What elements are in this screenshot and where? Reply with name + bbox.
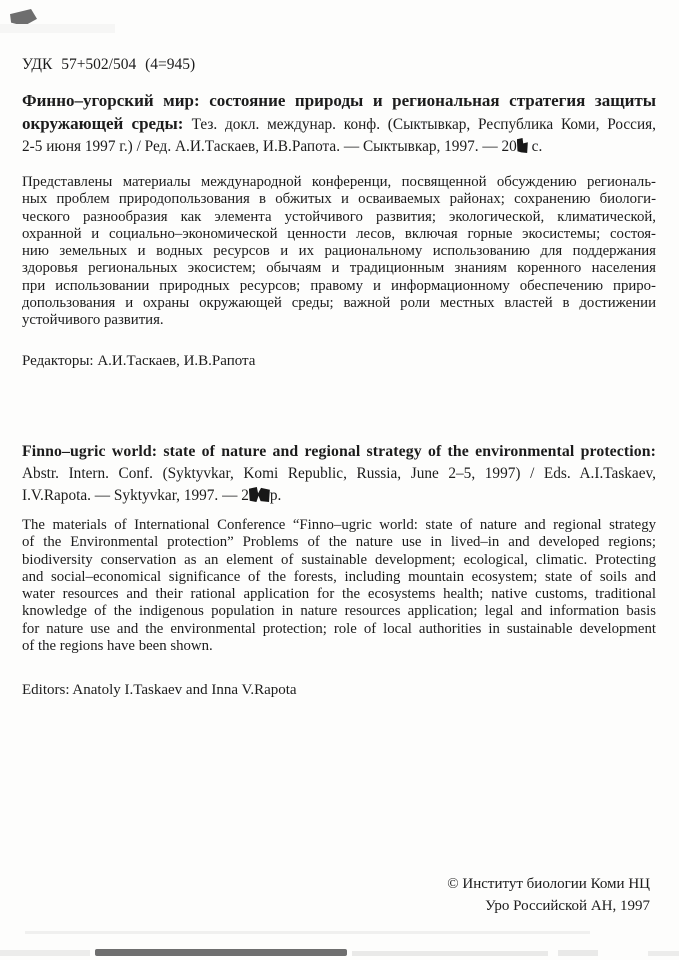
text-line: of the Environmental protection” Problems of the nature use in lived–in and developed regions; [22, 534, 656, 551]
text-line: knowledge of the indigenous population in nature resources application; legal and information basis [22, 603, 656, 620]
scan-streak [648, 951, 679, 956]
title-bold-text: окружающей среды: [22, 114, 192, 133]
udc-classification: УДК 57+502/504 (4=945) [22, 56, 196, 73]
text-line: нию земельных и водных ресурсов и их рациональному использованию для поддержания [22, 243, 656, 260]
scan-streak [352, 951, 548, 956]
title-line [22, 485, 656, 507]
russian-editors: Редакторы: А.И.Таскаев, И.В.Рапота [22, 353, 256, 369]
scan-streak [0, 24, 115, 33]
english-title [22, 441, 656, 507]
text-line: охранной и социально–экономической ценности лесов, включая горные экосистемы; состоя- [22, 225, 656, 242]
title-regular-text: I.V.Rapota. — Syktyvkar, 1997. — 2 [22, 487, 249, 504]
title-regular-text: 2-5 июня 1997 г.) / Ред. А.И.Таскаев, И.В.Рапота. — Сыктывкар, 1997. — 20 [22, 138, 517, 155]
title-line [22, 463, 656, 485]
title-line [22, 136, 656, 158]
text-line: ческого разнообразия как элемента устойчивого развития; экологической, климатической, [22, 208, 656, 225]
title-line [22, 90, 656, 113]
text-line: The materials of International Conference “Finno–ugric world: state of nature and regional strategy [22, 517, 656, 533]
english-abstract [22, 517, 656, 655]
english-editors: Editors: Anatoly I.Taskaev and Inna V.Rapota [22, 682, 297, 698]
copyright-line: © Институт биологии Коми НЦ [447, 876, 650, 892]
title-regular-text: с. [527, 138, 543, 155]
title-regular-text: Тез. докл. междунар. конф. (Сыктывкар, Республика Коми, Россия, [191, 116, 656, 133]
text-line: устойчивого развития. [22, 312, 164, 329]
scan-streak [25, 931, 590, 934]
text-line: biodiversity conservation as an element of sustainable development; ecological, climatic. Protecting [22, 551, 656, 568]
text-line: and social–economical significance of the forests, including mountain ecosystem; state of soils and [22, 568, 656, 585]
ink-blot [517, 138, 528, 153]
text-line: здоровья региональных экосистем; обычаям и традиционным знаниям коренного населения [22, 260, 656, 277]
title-regular-text: p. [269, 487, 282, 504]
scan-streak [0, 950, 90, 956]
text-line: of the regions have been shown. [22, 638, 213, 655]
title-line [22, 113, 656, 136]
text-line: при использовании природных ресурсов; правому и информационному обеспечению приро- [22, 277, 656, 294]
copyright-line: Уро Российской АН, 1997 [485, 897, 650, 914]
text-line: water resources and their rational application for the ecosystems health; native customs, traditional [22, 586, 656, 603]
text-line: Представлены материалы международной конференци, посвященной обсуждению региональ- [22, 174, 656, 190]
title-line [22, 441, 656, 463]
title-bold-text: Finno–ugric world: state of nature and regional strategy of the environmental protection: [22, 443, 656, 460]
text-line: for nature use and the environmental protection; role of local authorities in sustainable development [22, 620, 656, 637]
title-bold-text: Финно–угорский мир: состояние природы и региональная стратегия защиты [22, 91, 656, 110]
text-line: допользования и охраны окружающей среды; важной роли местных властей в достижении [22, 295, 656, 312]
russian-abstract [22, 174, 656, 330]
ink-blot [249, 487, 270, 502]
scan-edge-bar [95, 949, 347, 956]
text-line: ных проблем природопользования в обжитых и осваиваемых районах; сохранению биологи- [22, 191, 656, 208]
copyright-notice [447, 874, 650, 917]
russian-title [22, 90, 656, 158]
scan-streak [558, 950, 598, 956]
title-regular-text: Abstr. Intern. Conf. (Syktyvkar, Komi Republic, Russia, June 2–5, 1997) / Eds. A.I.Taskaev, [22, 465, 656, 482]
